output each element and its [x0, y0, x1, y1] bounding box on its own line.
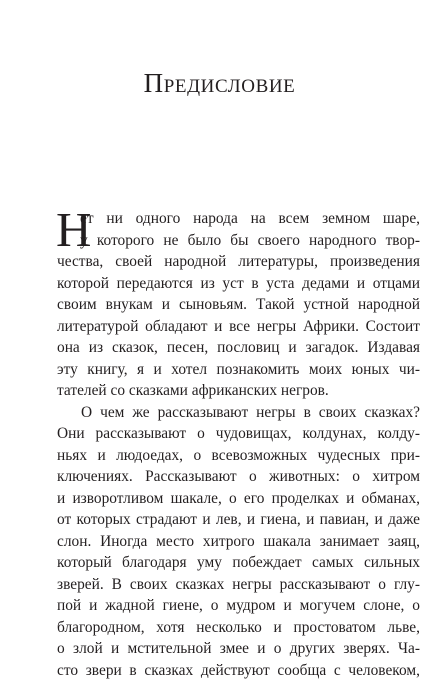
body-text [57, 208, 420, 681]
drop-cap: Н [56, 210, 91, 250]
chapter-heading: Предисловие [0, 68, 439, 98]
text-line: благородном, хотя несколько и простоватом льве, [57, 617, 420, 639]
text-line: своим внукам и сыновьям. Такой устной народной [57, 294, 420, 316]
text-line: ньях и людоедах, о всевозможных чудесных при- [57, 445, 420, 467]
text-line: и изворотливом шакале, о его проделках и обманах, [57, 488, 420, 510]
paragraph-2 [57, 402, 420, 681]
text-line: пой и жадной гиене, о мудром и могучем слоне, о [57, 595, 420, 617]
text-line: ет ни одного народа на всем земном шаре, [57, 208, 420, 230]
text-line: от которых страдают и лев, и гиена, и павиан, и даже [57, 509, 420, 531]
text-line: литературой обладают и все негры Африки. Состоит [57, 316, 420, 338]
text-line: зверей. В своих сказках негры рассказывают о глу- [57, 574, 420, 596]
text-line: который благодаря уму побеждает самых сильных [57, 552, 420, 574]
text-line: О чем же рассказывают негры в своих сказках? [57, 402, 420, 424]
text-line: эту книгу, я и хотел познакомить моих юных чи- [57, 359, 420, 381]
text-line: которой передаются из уст в уста дедами и отцами [57, 273, 420, 295]
text-line: чества, своей народной литературы, произведения [57, 251, 420, 273]
text-line: сто звери в сказках действуют сообща с человеком, [57, 660, 420, 681]
text-line: Они рассказывают о чудовищах, колдунах, колду- [57, 423, 420, 445]
text-line: она из сказок, песен, пословиц и загадок. Издавая [57, 337, 420, 359]
text-line: ключениях. Рассказывают о животных: о хитром [57, 466, 420, 488]
paragraph-1 [57, 208, 420, 402]
text-line: слон. Иногда место хитрого шакала занимает заяц, [57, 531, 420, 553]
text-line: о злой и мстительной змее и о других зверях. Ча- [57, 638, 420, 660]
text-line: у которого не было бы своего народного твор- [57, 230, 420, 252]
text-line: тателей со сказками африканских негров. [57, 380, 420, 402]
